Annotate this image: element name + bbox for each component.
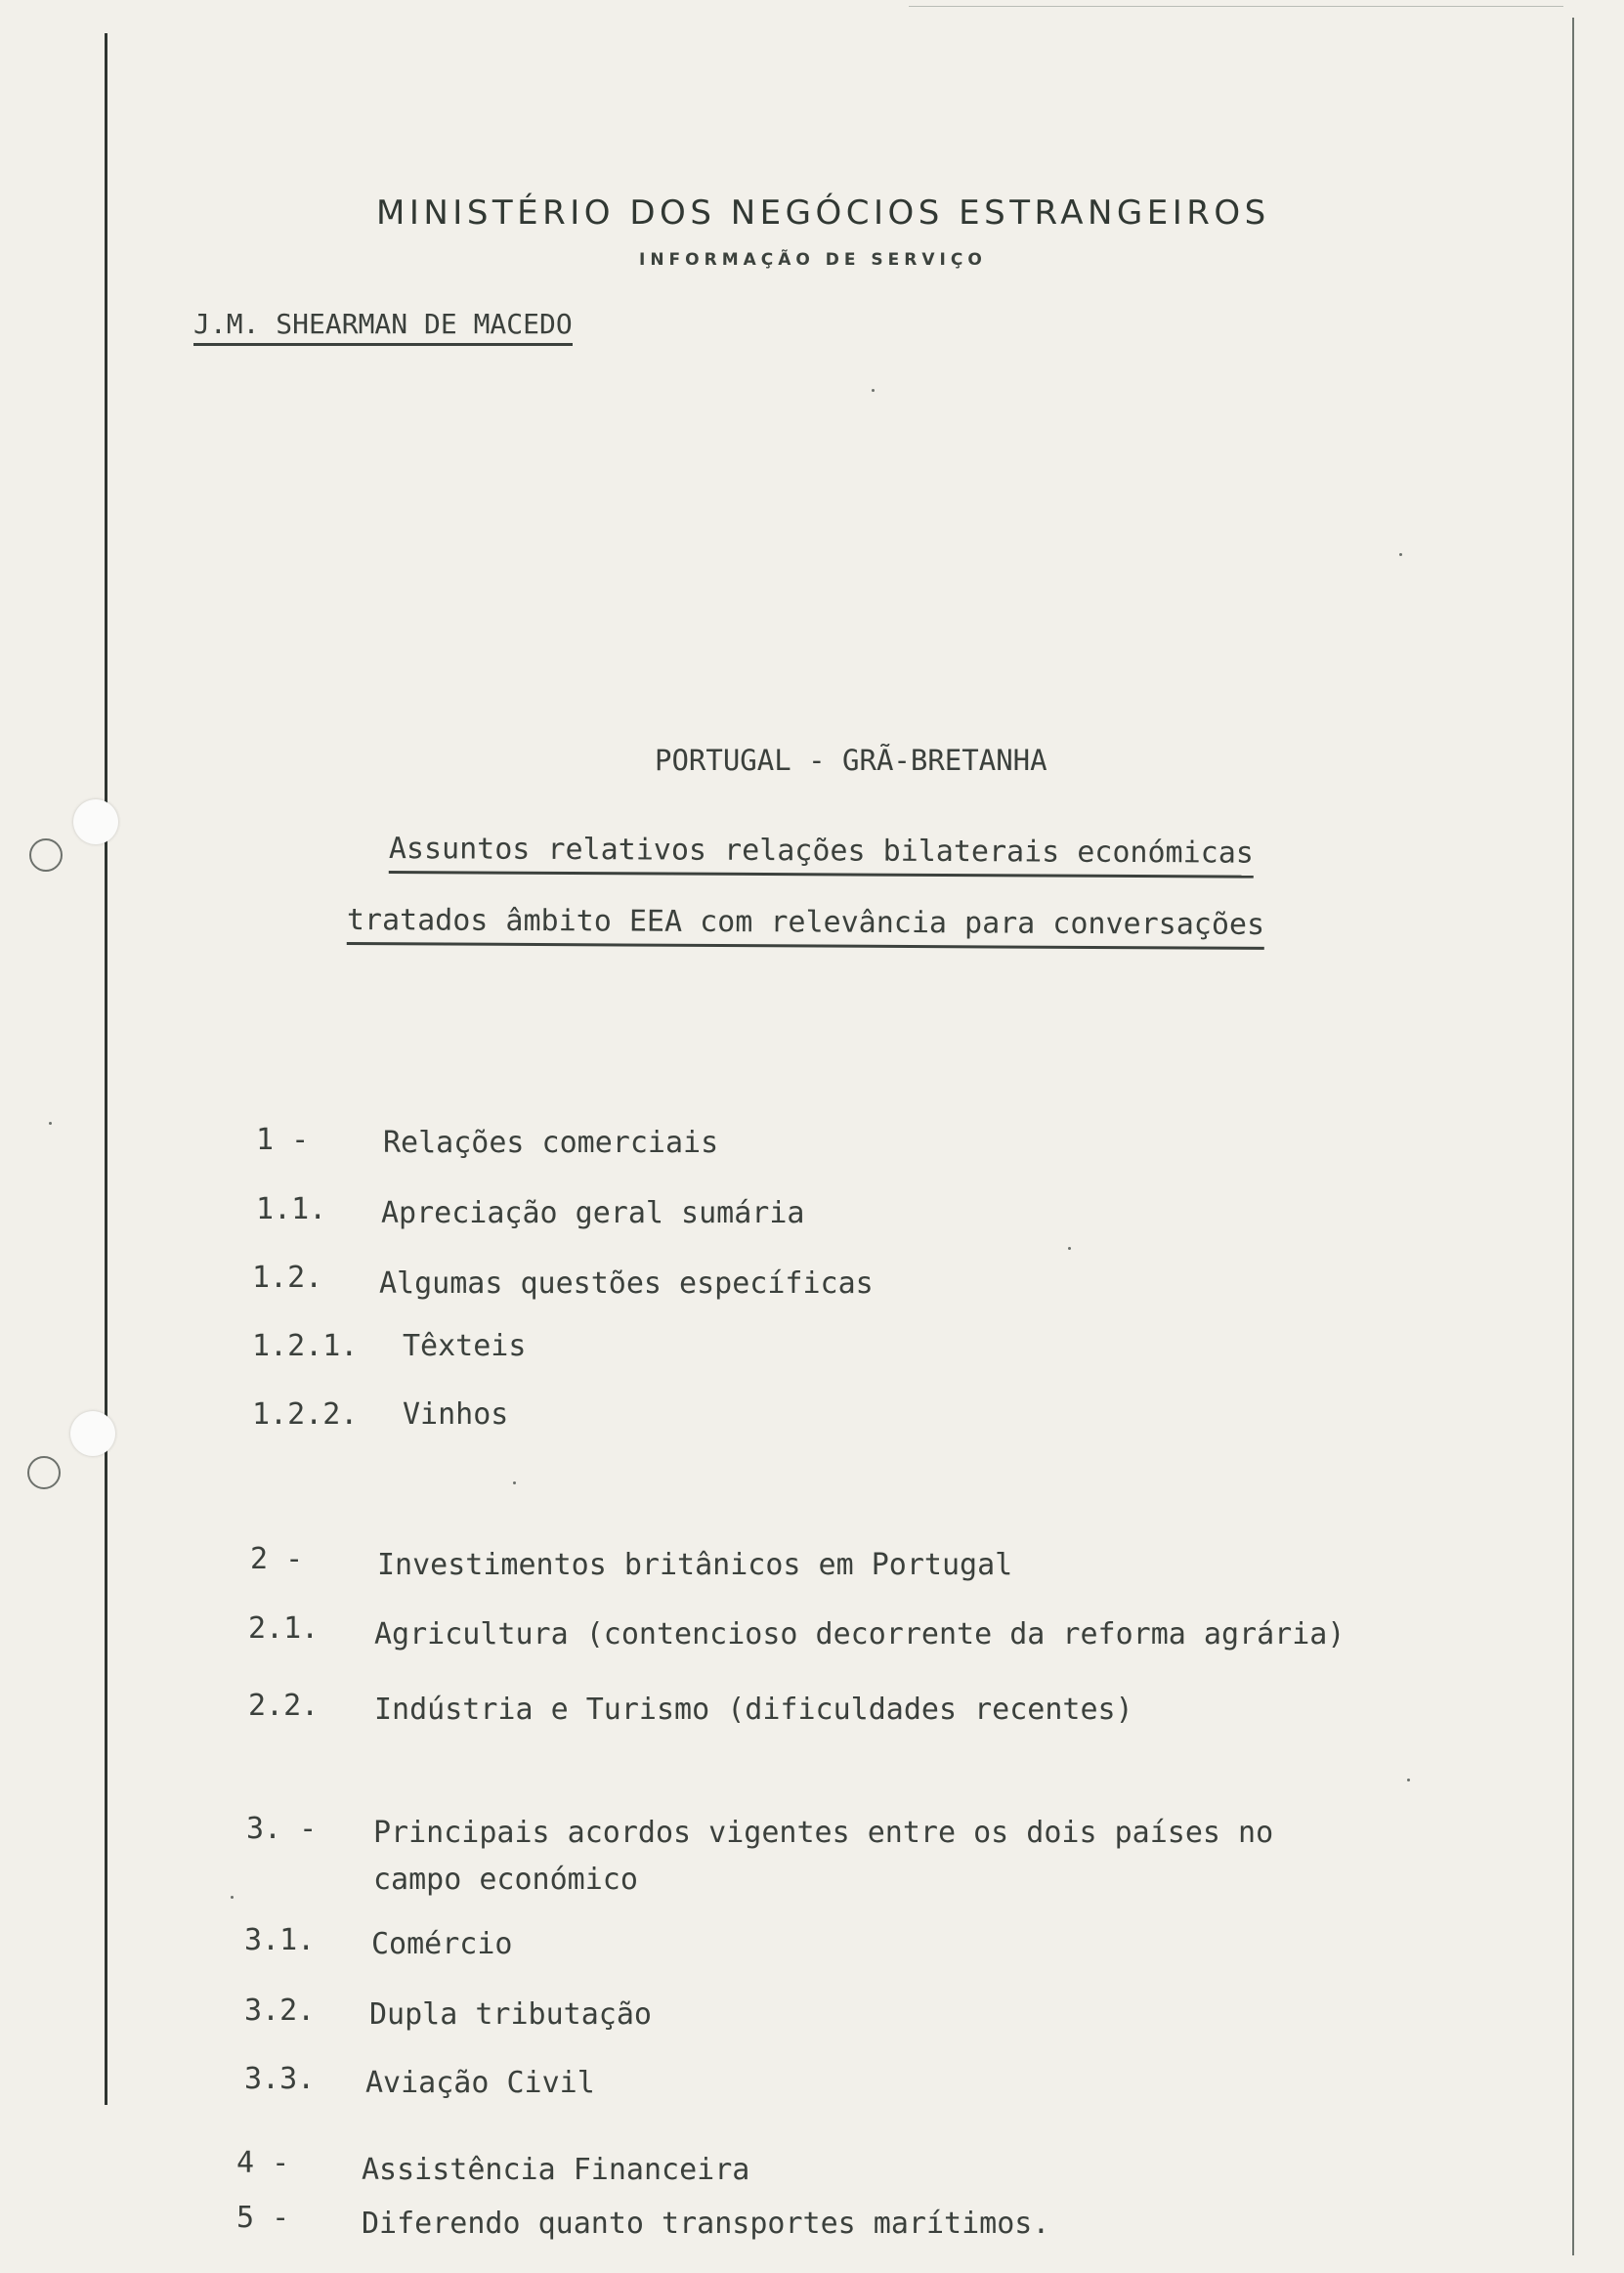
paper-speck <box>231 1896 234 1899</box>
outline-item-3: Principais acordos vigentes entre os dois países no <box>373 1816 1274 1850</box>
outline-item-1-1: Apreciação geral sumária <box>381 1196 805 1230</box>
outline-number-3-3: 3.3. <box>244 2062 316 2096</box>
outline-item-2-1: Agricultura (contencioso decorrente da reforma agrária) <box>374 1617 1346 1651</box>
outline-item-2: Investimentos britânicos em Portugal <box>377 1548 1013 1582</box>
paper-speck <box>1407 1779 1410 1781</box>
paper-speck <box>513 1481 516 1484</box>
punch-hole-upper <box>73 799 118 844</box>
ministry-letterhead: MINISTÉRIO DOS NEGÓCIOS ESTRANGEIROS <box>376 193 1270 233</box>
outline-item-2-2: Indústria e Turismo (dificuldades recentes) <box>374 1693 1133 1727</box>
outline-number-1-1: 1.1. <box>256 1192 327 1226</box>
outline-item-3-continued: campo económico <box>373 1863 638 1897</box>
outline-number-3: 3. - <box>246 1812 318 1846</box>
outline-number-1: 1 - <box>256 1123 310 1157</box>
paper-speck <box>49 1122 52 1125</box>
right-page-edge <box>1572 18 1574 2255</box>
binding-ring-upper <box>29 838 63 872</box>
paper-speck <box>872 389 875 392</box>
outline-number-3-1: 3.1. <box>244 1923 316 1957</box>
outline-number-1-2-1: 1.2.1. <box>252 1329 359 1363</box>
outline-number-1-2-2: 1.2.2. <box>252 1397 359 1432</box>
outline-item-3-2: Dupla tributação <box>369 1997 652 2032</box>
outline-number-3-2: 3.2. <box>244 1994 316 2028</box>
document-title: PORTUGAL - GRÃ-BRETANHA <box>655 744 1047 777</box>
paper-speck <box>1068 1247 1071 1250</box>
outline-item-5: Diferendo quanto transportes marítimos. <box>362 2207 1050 2241</box>
outline-item-3-3: Aviação Civil <box>365 2066 595 2100</box>
service-information-label: INFORMAÇÃO DE SERVIÇO <box>639 250 987 270</box>
outline-number-2-2: 2.2. <box>248 1689 320 1723</box>
outline-item-4: Assistência Financeira <box>362 2153 750 2187</box>
paper-speck <box>1399 553 1402 556</box>
outline-number-1-2: 1.2. <box>252 1261 323 1295</box>
outline-number-5: 5 - <box>236 2201 290 2235</box>
outline-number-4: 4 - <box>236 2146 290 2180</box>
outline-item-1: Relações comerciais <box>383 1126 719 1160</box>
document-subtitle-line-1: Assuntos relativos relações bilaterais económicas <box>389 832 1254 879</box>
left-margin-rule <box>105 33 107 2105</box>
outline-item-1-2-2: Vinhos <box>403 1397 509 1432</box>
author-name: J.M. SHEARMAN DE MACEDO <box>193 308 573 346</box>
outline-number-2: 2 - <box>250 1542 304 1576</box>
binding-ring-lower <box>27 1456 61 1489</box>
outline-item-3-1: Comércio <box>371 1927 513 1961</box>
document-subtitle-line-2: tratados âmbito EEA com relevância para conversações <box>347 903 1264 950</box>
outline-number-2-1: 2.1. <box>248 1611 320 1646</box>
top-edge-mark <box>909 6 1563 7</box>
punch-hole-lower <box>70 1411 115 1456</box>
outline-item-1-2-1: Têxteis <box>403 1329 527 1363</box>
outline-item-1-2: Algumas questões específicas <box>379 1266 874 1301</box>
